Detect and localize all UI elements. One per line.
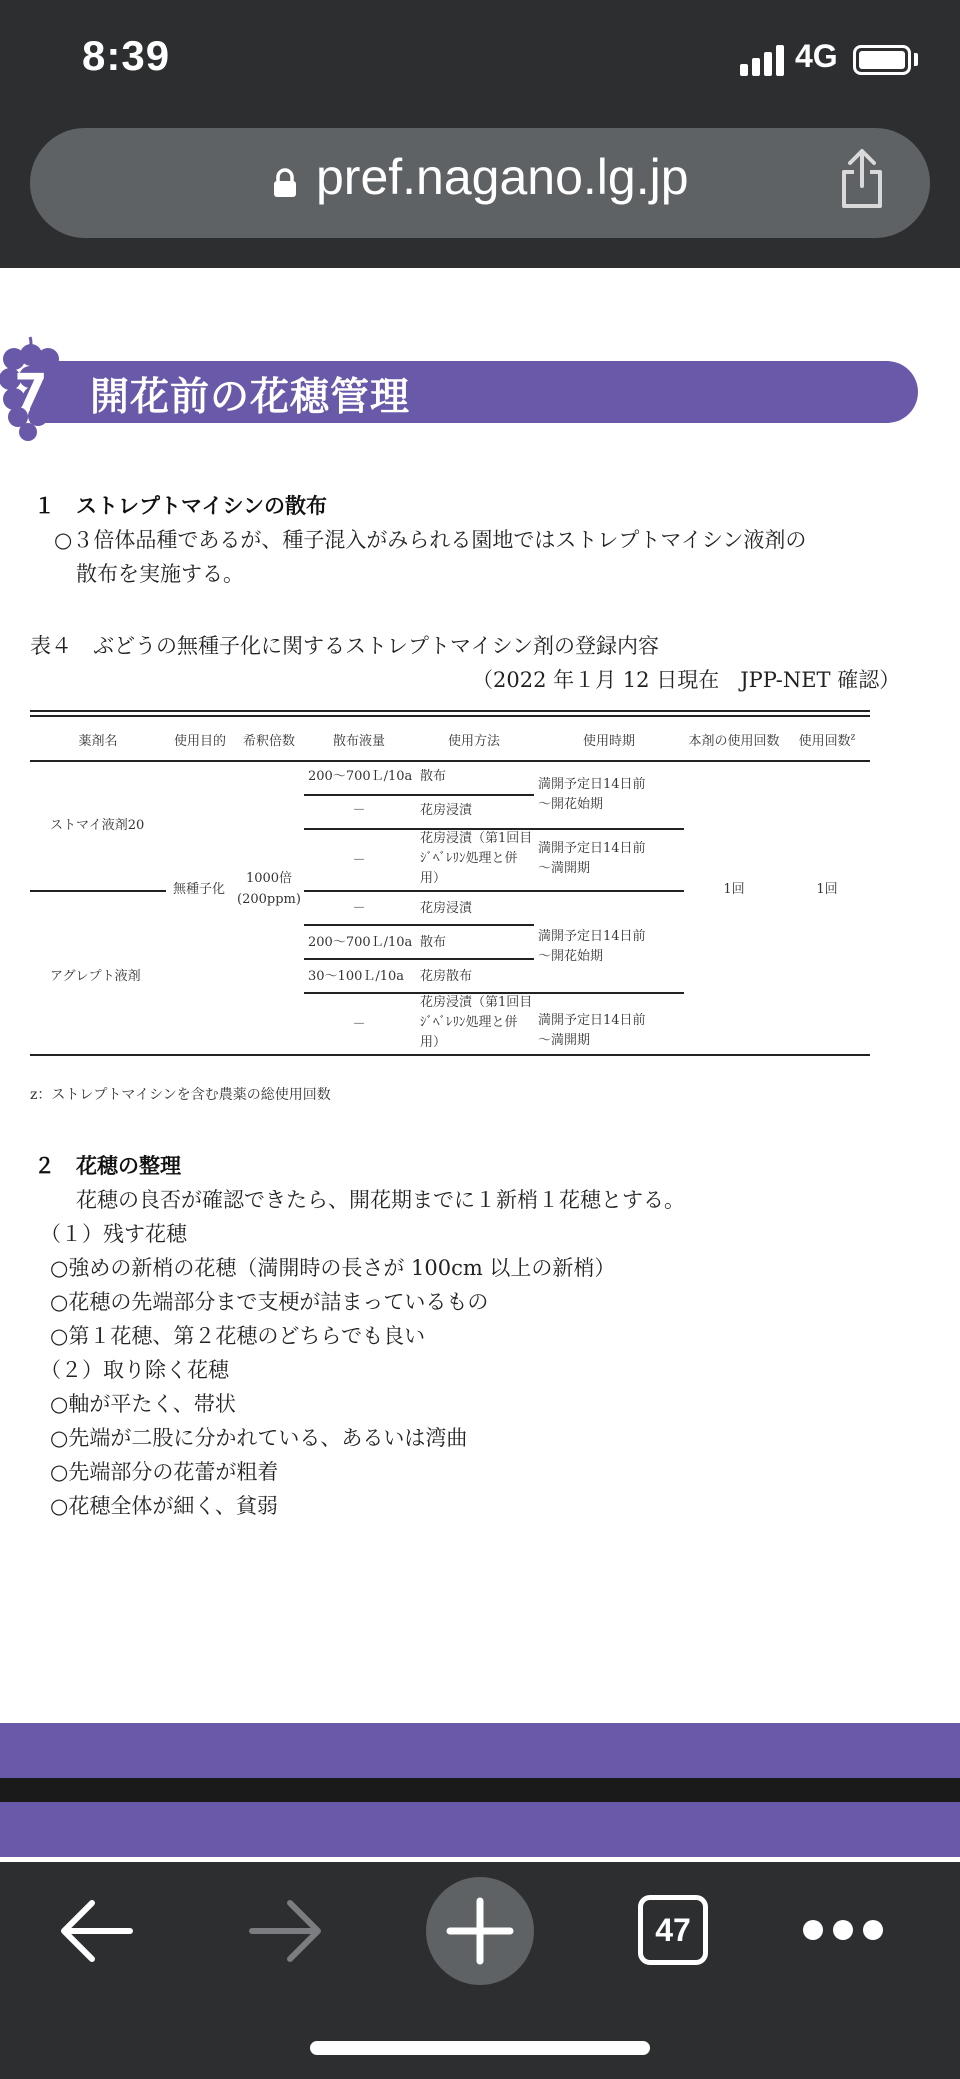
- section2-heading: ２ 花穂の整理: [34, 1154, 181, 1178]
- header-volume: 散布液量: [332, 734, 385, 749]
- page-footer-band: [0, 1723, 960, 1778]
- method-row1: 散布: [420, 769, 447, 784]
- table-caption: 表４ ぶどうの無種子化に関するストレプトマイシン剤の登録内容: [30, 634, 660, 658]
- sub1-item: ○花穂の先端部分まで支梗が詰まっているもの: [50, 1290, 489, 1314]
- dilution-ppm: (200ppm): [237, 892, 301, 907]
- product-agrept: アグレプト液剤: [50, 969, 141, 984]
- status-time: 8:39: [82, 32, 171, 79]
- chapter-title: 開花前の花穂管理: [90, 375, 411, 420]
- method-row6: 花房散布: [420, 969, 473, 984]
- volume-row7: －: [352, 1017, 366, 1032]
- count-this-cell: 1回: [723, 882, 745, 897]
- tabs-button[interactable]: 47: [638, 1895, 708, 1965]
- timing-3-line2: 〜開花始期: [538, 949, 604, 964]
- timing-2-line2: 〜満開期: [538, 861, 591, 876]
- more-icon[interactable]: [800, 1916, 886, 1944]
- volume-row4: －: [352, 901, 366, 916]
- sub1-item: ○第１花穂、第２花穂のどちらでも良い: [50, 1324, 426, 1348]
- method-row3-line1: 花房浸漬（第1回目: [420, 831, 533, 846]
- method-row7-line3: 用）: [420, 1035, 447, 1050]
- header-count-this: 本剤の使用回数: [688, 734, 780, 749]
- sub2-item: ○先端が二股に分かれている、あるいは湾曲: [50, 1426, 468, 1450]
- share-icon[interactable]: [838, 148, 886, 210]
- sub2-item: ○軸が平たく、帯状: [50, 1392, 236, 1416]
- url-text[interactable]: pref.nagano.lg.jp: [316, 149, 689, 205]
- header-product: 薬剤名: [78, 734, 118, 749]
- method-row4: 花房浸漬: [420, 901, 473, 916]
- method-row3-line3: 用）: [420, 871, 447, 886]
- purpose-cell: 無種子化: [173, 882, 226, 897]
- header-timing: 使用時期: [582, 734, 635, 749]
- method-row2: 花房浸漬: [420, 803, 473, 818]
- timing-1-line2: 〜開花始期: [538, 797, 604, 812]
- network-type: 4G: [795, 38, 838, 74]
- method-row5: 散布: [420, 935, 447, 950]
- new-tab-icon[interactable]: [424, 1875, 536, 1987]
- back-icon[interactable]: [58, 1897, 134, 1965]
- table-date-note: （2022 年１月 12 日現在 JPP-NET 確認）: [472, 668, 901, 692]
- next-page-header-band: [0, 1802, 960, 1857]
- sub2-title: （２）取り除く花穂: [40, 1358, 229, 1382]
- dilution-cell: 1000倍: [245, 871, 293, 886]
- sub2-item: ○先端部分の花蕾が粗着: [50, 1460, 279, 1484]
- sub2-item: ○花穂全体が細く、貧弱: [50, 1494, 278, 1518]
- volume-row5: 200〜700Ｌ/10a: [308, 935, 413, 950]
- header-dilution: 希釈倍数: [242, 734, 295, 749]
- header-method: 使用方法: [447, 734, 500, 749]
- timing-3-line1: 満開予定日14日前: [538, 929, 646, 944]
- header-purpose: 使用目的: [173, 734, 226, 749]
- section1-heading: １ ストレプトマイシンの散布: [34, 494, 328, 518]
- timing-2-line1: 満開予定日14日前: [538, 841, 646, 856]
- lock-icon: [272, 168, 298, 198]
- page-break: [0, 1778, 960, 1802]
- signal-icon: [740, 44, 788, 76]
- timing-4-line1: 満開予定日14日前: [538, 1013, 646, 1028]
- document-page: [0, 268, 960, 1723]
- battery-icon: [853, 45, 911, 75]
- forward-icon[interactable]: [248, 1897, 324, 1965]
- home-indicator[interactable]: [310, 2041, 650, 2055]
- timing-1-line1: 満開予定日14日前: [538, 777, 646, 792]
- method-row7-line1: 花房浸漬（第1回目: [420, 995, 533, 1010]
- section1-body-line1: ○３倍体品種であるが、種子混入がみられる園地ではストレプトマイシン液剤の: [54, 528, 807, 552]
- sub1-title: （１）残す花穂: [40, 1222, 187, 1246]
- section2-intro: 花穂の良否が確認できたら、開花期までに１新梢１花穂とする。: [76, 1188, 685, 1212]
- product-stomai: ストマイ液剤20: [50, 818, 145, 833]
- timing-4-line2: 〜満開期: [538, 1033, 591, 1048]
- method-row7-line2: ｼﾞﾍﾞﾚﾘﾝ処理と併: [420, 1015, 518, 1030]
- table-footnote: z：ストレプトマイシンを含む農薬の総使用回数: [30, 1087, 331, 1103]
- volume-row3: －: [352, 853, 366, 868]
- volume-row1: 200〜700Ｌ/10a: [308, 769, 413, 784]
- sub1-item: ○強めの新梢の花穂（満開時の長さが 100cm 以上の新梢）: [50, 1256, 616, 1280]
- volume-row6: 30〜100Ｌ/10a: [308, 969, 405, 984]
- header-count-total: 使用回数$^z$: [798, 732, 856, 749]
- method-row3-line2: ｼﾞﾍﾞﾚﾘﾝ処理と併: [420, 851, 518, 866]
- count-total-cell: 1回: [816, 882, 838, 897]
- chapter-number: 7: [14, 364, 48, 420]
- section1-body-line2: 散布を実施する。: [76, 562, 244, 586]
- registration-table: [30, 710, 870, 1056]
- volume-row2: －: [352, 803, 366, 818]
- battery-tip: [914, 53, 918, 66]
